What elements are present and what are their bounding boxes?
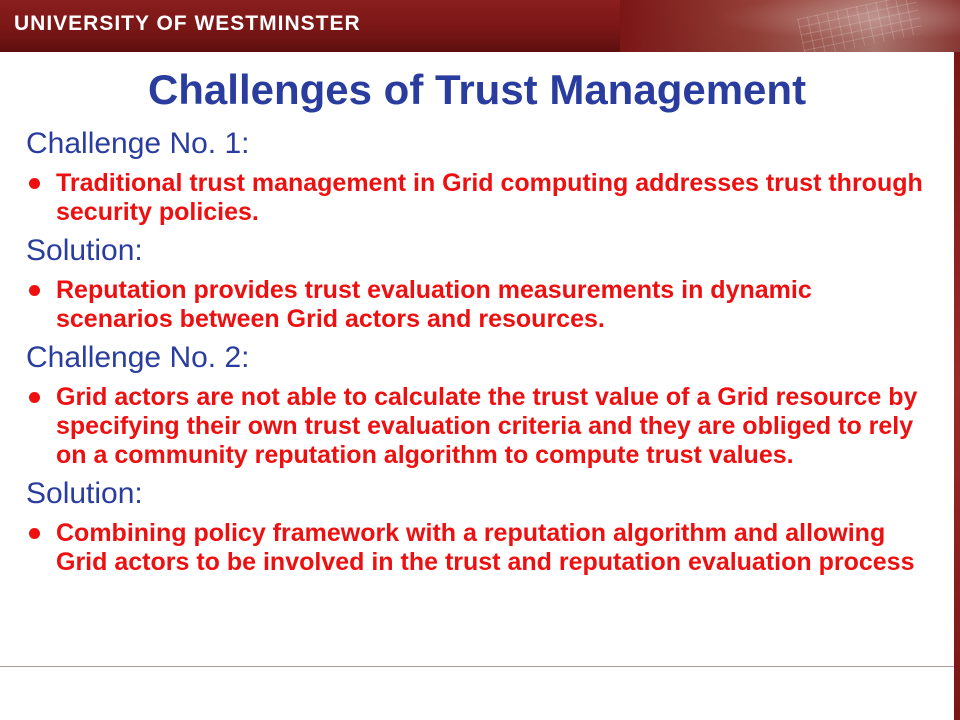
- bullet-dot-icon: [29, 178, 40, 189]
- bullet-dot-icon: [29, 528, 40, 539]
- bullet-text: Traditional trust management in Grid computing addresses trust through security policies.: [56, 169, 923, 226]
- bullet-dot-icon: [29, 392, 40, 403]
- slide-content: [26, 126, 931, 583]
- section-heading-challenge-2: Challenge No. 2:: [26, 341, 250, 374]
- bullet-item: [26, 519, 931, 577]
- section-heading-solution-1: Solution:: [26, 234, 143, 267]
- right-border: [954, 52, 960, 720]
- section-heading-challenge-1: Challenge No. 1:: [26, 127, 250, 160]
- university-logo-text: UNIVERSITY OF WESTMINSTER: [14, 12, 361, 35]
- bullet-text: Combining policy framework with a reputation algorithm and allowing Grid actors to be involved in the trust and reputation evaluation process: [56, 519, 915, 576]
- bottom-divider: [0, 666, 954, 667]
- bullet-text: Reputation provides trust evaluation measurements in dynamic scenarios between Grid actors and resources.: [56, 276, 812, 333]
- bullet-text: Grid actors are not able to calculate the trust value of a Grid resource by specifying their own trust evaluation criteria and they are obliged to rely on a community reputation algorithm to compute trust values.: [56, 383, 918, 469]
- bullet-item: [26, 383, 931, 470]
- bullet-item: [26, 276, 931, 334]
- slide-title: Challenges of Trust Management: [147, 66, 807, 113]
- header-bar: [0, 0, 960, 52]
- bullet-item: [26, 169, 931, 227]
- bullet-dot-icon: [29, 285, 40, 296]
- section-heading-solution-2: Solution:: [26, 477, 143, 510]
